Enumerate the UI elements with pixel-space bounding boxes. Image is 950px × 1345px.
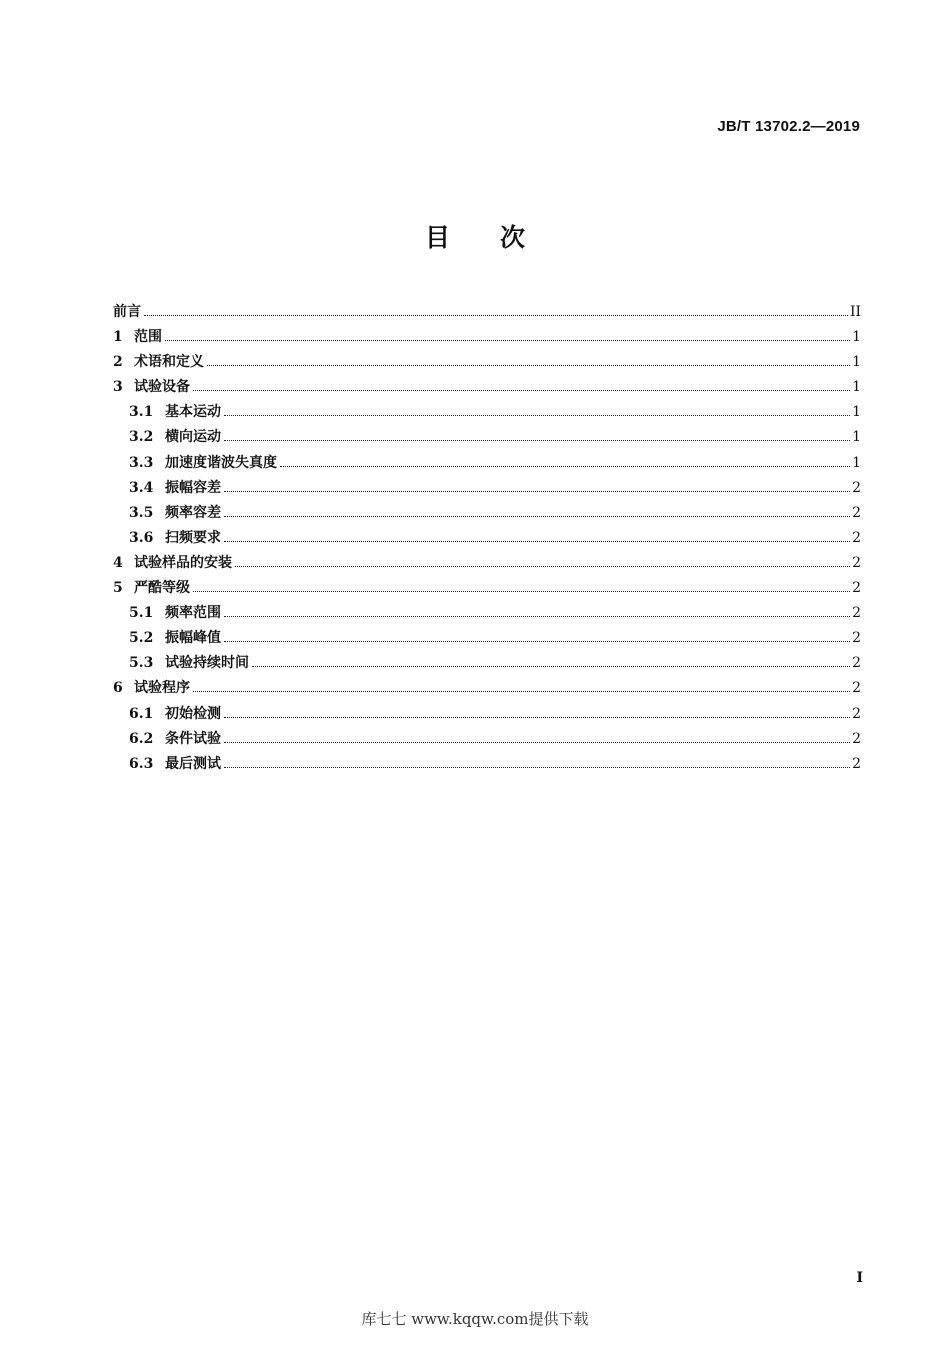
toc-label: 术语和定义 [134,354,204,371]
toc-label: 试验设备 [134,379,190,396]
page-number: I [856,1270,863,1286]
toc-entry-3-3[interactable] [113,451,861,476]
toc-entry-3-6[interactable] [113,526,861,551]
toc-label: 最后测试 [165,755,221,772]
toc-num: 6.3 [129,755,154,772]
toc-entry-4[interactable] [113,551,861,576]
toc-entry-2[interactable] [113,350,861,375]
toc-entry-3-4[interactable] [113,476,861,501]
toc-leader [193,389,850,391]
toc-page: 1 [852,354,861,371]
toc-entry-5-1[interactable] [113,601,861,626]
toc-entry-foreword[interactable] [113,300,861,325]
toc-label: 条件试验 [165,730,221,747]
page-title [0,218,950,254]
toc-leader [224,439,850,441]
toc-leader [144,314,848,316]
toc-leader [165,339,850,341]
toc-num: 5 [113,580,123,597]
toc-leader [280,465,850,467]
toc-entry-6[interactable] [113,676,861,701]
toc-page: 2 [852,630,861,647]
toc-page: 2 [852,705,861,722]
toc-label: 加速度谐波失真度 [165,454,277,471]
toc-leader [193,590,850,592]
toc-leader [224,515,850,517]
toc-label: 横向运动 [165,429,221,446]
toc-entry-3-1[interactable] [113,400,861,425]
toc-num: 3.3 [129,454,154,471]
toc-label: 范围 [134,329,162,346]
toc-entry-3-5[interactable] [113,501,861,526]
footer-watermark: 库七七 www.kqqw.com提供下载 [361,1310,589,1328]
toc-num: 4 [113,554,123,571]
toc-leader [224,640,850,642]
toc-page: 2 [852,504,861,521]
toc-entry-5[interactable] [113,576,861,601]
toc-entry-6-1[interactable] [113,702,861,727]
toc-label: 扫频要求 [165,529,221,546]
toc-page: 2 [852,580,861,597]
toc-page: 1 [852,329,861,346]
title-char-2: 次 [500,223,526,252]
toc-label: 振幅峰值 [165,630,221,647]
toc-page: 1 [852,404,861,421]
toc-leader [224,490,850,492]
toc-num: 1 [113,329,123,346]
toc-entry-5-3[interactable] [113,651,861,676]
toc-entry-3[interactable] [113,375,861,400]
standard-number: JB/T 13702.2—2019 [717,118,860,135]
toc-num: 3.5 [129,504,154,521]
toc-label: 频率容差 [165,504,221,521]
toc-page: 1 [852,429,861,446]
toc-entry-1[interactable] [113,325,861,350]
toc-num: 5.2 [129,630,154,647]
toc-label: 试验程序 [134,680,190,697]
toc-leader [224,414,850,416]
toc-label: 基本运动 [165,404,221,421]
toc-num: 6.1 [129,705,154,722]
toc-page: 2 [852,479,861,496]
toc-leader [224,741,850,743]
toc-label: 严酷等级 [134,580,190,597]
toc-leader [224,540,850,542]
toc-entry-3-2[interactable] [113,425,861,450]
toc-page: 2 [852,655,861,672]
toc-leader [193,690,850,692]
toc-num: 2 [113,354,123,371]
toc-leader [224,716,850,718]
toc-label: 试验样品的安装 [134,554,232,571]
toc-page: II [849,304,861,320]
toc-label: 振幅容差 [165,479,221,496]
toc-page: 2 [852,730,861,747]
toc-num: 6 [113,680,123,697]
toc-page: 2 [852,605,861,622]
toc-label: 前言 [113,304,141,320]
toc-num: 6.2 [129,730,154,747]
toc-leader [235,565,850,567]
toc-page: 2 [852,755,861,772]
toc-num: 3.1 [129,404,154,421]
toc-leader [224,615,850,617]
toc-num: 3.2 [129,429,154,446]
title-char-1: 目 [424,223,450,252]
table-of-contents [113,300,861,777]
toc-num: 3.6 [129,529,154,546]
toc-page: 2 [852,680,861,697]
toc-num: 5.1 [129,605,154,622]
toc-leader [207,364,850,366]
toc-label: 试验持续时间 [165,655,249,672]
toc-label: 频率范围 [165,605,221,622]
toc-label: 初始检测 [165,705,221,722]
toc-entry-5-2[interactable] [113,626,861,651]
toc-num: 3 [113,379,123,396]
toc-entry-6-3[interactable] [113,752,861,777]
toc-entry-6-2[interactable] [113,727,861,752]
toc-leader [224,766,850,768]
toc-page: 1 [852,454,861,471]
toc-num: 5.3 [129,655,154,672]
toc-page: 1 [852,379,861,396]
toc-page: 2 [852,529,861,546]
toc-num: 3.4 [129,479,154,496]
toc-leader [252,665,850,667]
toc-page: 2 [852,554,861,571]
